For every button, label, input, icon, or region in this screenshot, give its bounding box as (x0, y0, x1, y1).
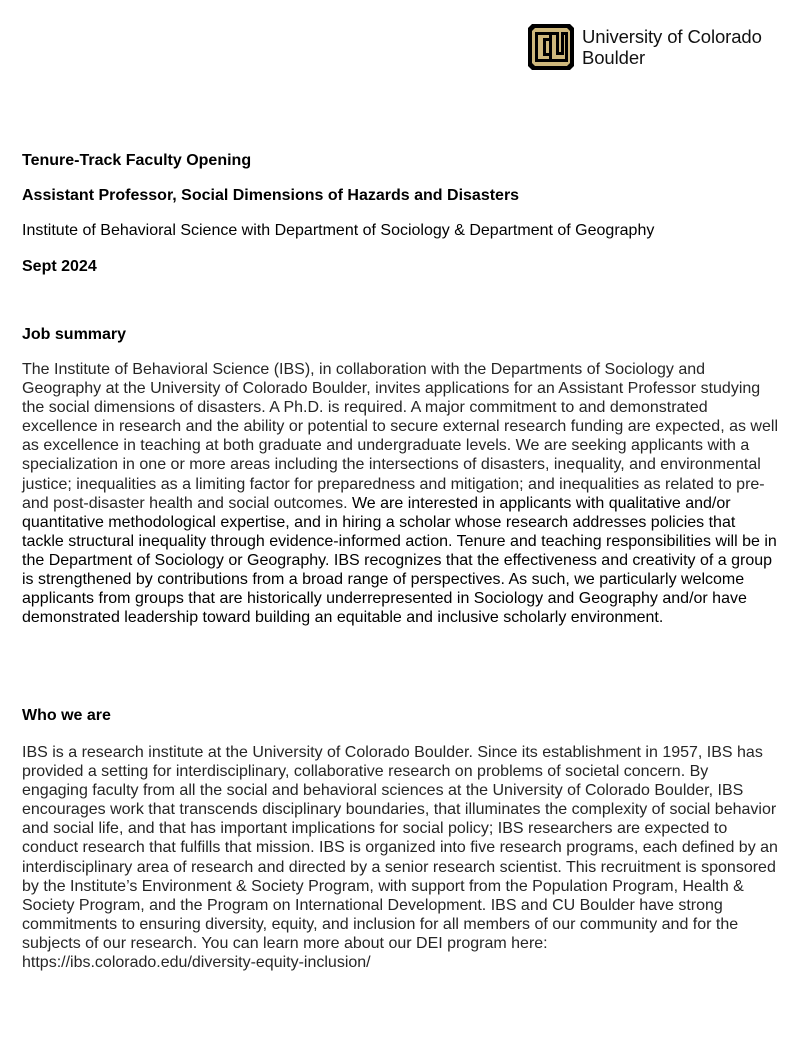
logo-wordmark (582, 26, 762, 68)
job-summary-heading: Job summary (22, 326, 127, 343)
department-line: Institute of Behavioral Science with Department of Sociology & Department of Geography (22, 222, 655, 239)
job-summary-part-1: The Institute of Behavioral Science (IBS), in collaboration with the Departments of Sociology and Geography at the University of Colorado Boulder, invites applications for an Assistant Professor studying the social dimensions of disasters. A Ph.D. is required. A major commitment to and demonstrated excellence in research and the ability or potential to secure external research funding are expected, as well as excellence in teaching at both graduate and undergraduate levels. We are seeking applicants with a specialization in one or more areas including the intersections of disasters, inequality, and environmental justice; inequalities as a limiting factor for preparedness and mitigation; and inequalities as related to pre- and post-disaster health and social outcomes. (22, 361, 778, 512)
job-summary-part-2: We are interested in applicants with qualitative and/or quantitative methodological expertise, and in hiring a scholar whose research addresses policies that tackle structural inequality through evidence-informed action. Tenure and teaching responsibilities will be in the Department of Sociology or Geography. IBS recognizes that the effectiveness and creativity of a group is strengthened by contributions from a broad range of perspectives. As such, we particularly welcome applicants from groups that are historically underrepresented in Sociology and Geography and/or have demonstrated leadership toward building an equitable and inclusive scholarly environment. (22, 494, 777, 627)
cu-monogram-icon (526, 22, 576, 72)
who-we-are-text: IBS is a research institute at the University of Colorado Boulder. Since its establishment in 1957, IBS has provided a setting for interdisciplinary, collaborative research on problems of societal concern. By engaging faculty from all the social and behavioral sciences at the University of Colorado Boulder, IBS encourages work that transcends disciplinary boundaries, that illuminates the complexity of social behavior and social life, and that has important implications for social policy; IBS researchers are expected to conduct research that fulfills that mission. IBS is organized into five research programs, each defined by an interdisciplinary area of research and directed by a senior research scientist. This recruitment is sponsored by the Institute’s Environment & Society Program, with support from the Population Program, Health & Society Program, and the Program on International Development. IBS and CU Boulder have strong commitments to ensuring diversity, equity, and inclusion for all members of our community and for the subjects of our research. You can learn more about our DEI program here: https://ibs.colorado.edu/diversity-equity-inclusion/ (22, 744, 778, 972)
logo-line-1: University of Colorado (582, 26, 762, 47)
opening-title: Tenure-Track Faculty Opening (22, 152, 252, 169)
logo-line-2: Boulder (582, 47, 646, 68)
position-title: Assistant Professor, Social Dimensions of Hazards and Disasters (22, 187, 520, 204)
job-summary-text (22, 360, 778, 627)
university-logo (526, 22, 762, 72)
who-we-are-heading: Who we are (22, 707, 111, 724)
start-date: Sept 2024 (22, 258, 97, 275)
